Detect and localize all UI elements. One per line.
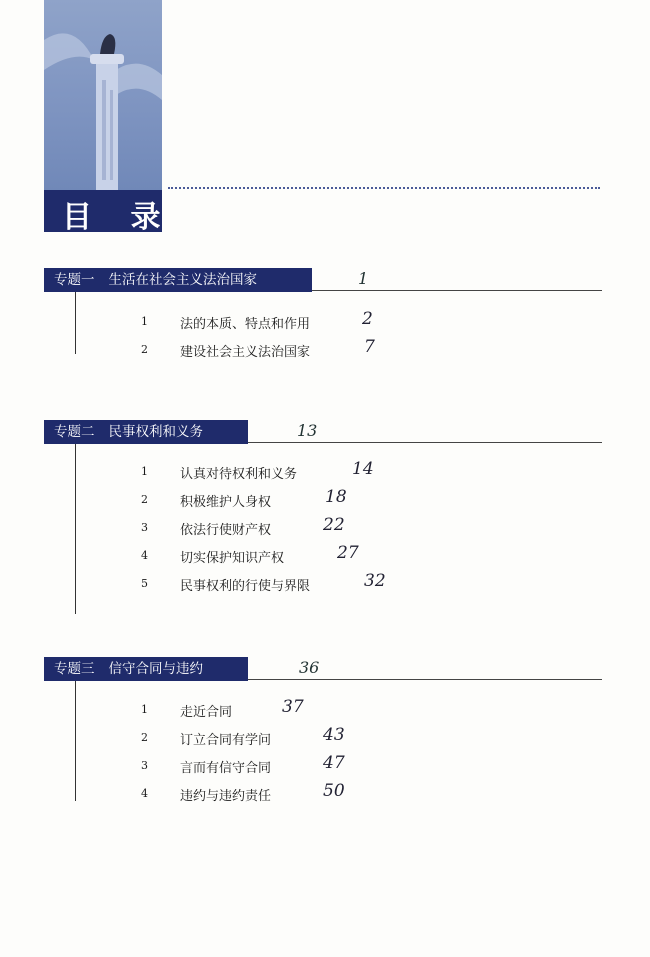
item-number: 2	[141, 343, 148, 356]
section-heading[interactable]	[44, 657, 248, 681]
item-number: 5	[141, 577, 148, 590]
item-page-number: 27	[337, 543, 359, 563]
toc-item[interactable]	[0, 487, 650, 512]
item-number: 4	[141, 787, 148, 800]
huabiao-column-icon	[44, 0, 162, 192]
item-title: 走近合同	[180, 705, 233, 720]
item-title: 切实保护知识产权	[180, 551, 285, 566]
item-title: 民事权利的行使与界限	[180, 579, 311, 594]
dotted-divider	[168, 187, 600, 189]
section-rule	[248, 442, 602, 443]
toc-item[interactable]	[0, 543, 650, 568]
section-page-number[interactable]: 1	[358, 269, 369, 288]
item-page-number: 47	[323, 753, 345, 773]
toc-item[interactable]	[0, 725, 650, 750]
item-page-number: 14	[352, 459, 374, 479]
item-title: 违约与违约责任	[180, 789, 272, 804]
section-title: 民事权利和义务	[108, 424, 203, 440]
section-number: 专题三	[54, 661, 95, 677]
item-page-number: 50	[323, 781, 345, 801]
item-title: 依法行使财产权	[180, 523, 272, 538]
item-number: 1	[141, 465, 148, 478]
item-page-number: 32	[364, 571, 386, 591]
toc-item[interactable]	[0, 571, 650, 596]
item-number: 3	[141, 521, 148, 534]
section-page-number[interactable]: 36	[299, 658, 320, 677]
item-title: 言而有信守合同	[180, 761, 272, 776]
toc-title-box	[44, 190, 175, 235]
section-rule	[312, 290, 602, 291]
item-page-number: 22	[323, 515, 345, 535]
toc-item[interactable]	[0, 515, 650, 540]
section-rule	[248, 679, 602, 680]
section-title: 生活在社会主义法治国家	[108, 272, 257, 288]
section-number: 专题一	[54, 272, 95, 288]
item-page-number: 2	[362, 309, 373, 329]
item-number: 2	[141, 731, 148, 744]
toc-item[interactable]	[0, 697, 650, 722]
toc-item[interactable]	[0, 781, 650, 806]
section-number: 专题二	[54, 424, 95, 440]
item-title: 建设社会主义法治国家	[180, 345, 311, 360]
item-title: 积极维护人身权	[180, 495, 272, 510]
item-number: 2	[141, 493, 148, 506]
toc-title: 目 录	[62, 200, 175, 235]
item-page-number: 18	[325, 487, 347, 507]
item-number: 1	[141, 703, 148, 716]
toc-item[interactable]	[0, 459, 650, 484]
section-page-number[interactable]: 13	[297, 421, 318, 440]
item-number: 4	[141, 549, 148, 562]
item-page-number: 43	[323, 725, 345, 745]
item-title: 法的本质、特点和作用	[180, 317, 311, 332]
section-heading[interactable]	[44, 268, 312, 292]
toc-item[interactable]	[0, 309, 650, 334]
toc-item[interactable]	[0, 753, 650, 778]
huabiao-photo	[44, 0, 162, 192]
item-number: 3	[141, 759, 148, 772]
item-page-number: 7	[364, 337, 375, 357]
section-heading[interactable]	[44, 420, 248, 444]
toc-item[interactable]	[0, 337, 650, 362]
item-title: 订立合同有学问	[180, 733, 272, 748]
item-title: 认真对待权利和义务	[180, 467, 298, 482]
item-page-number: 37	[282, 697, 304, 717]
section-title: 信守合同与违约	[108, 661, 203, 677]
item-number: 1	[141, 315, 148, 328]
